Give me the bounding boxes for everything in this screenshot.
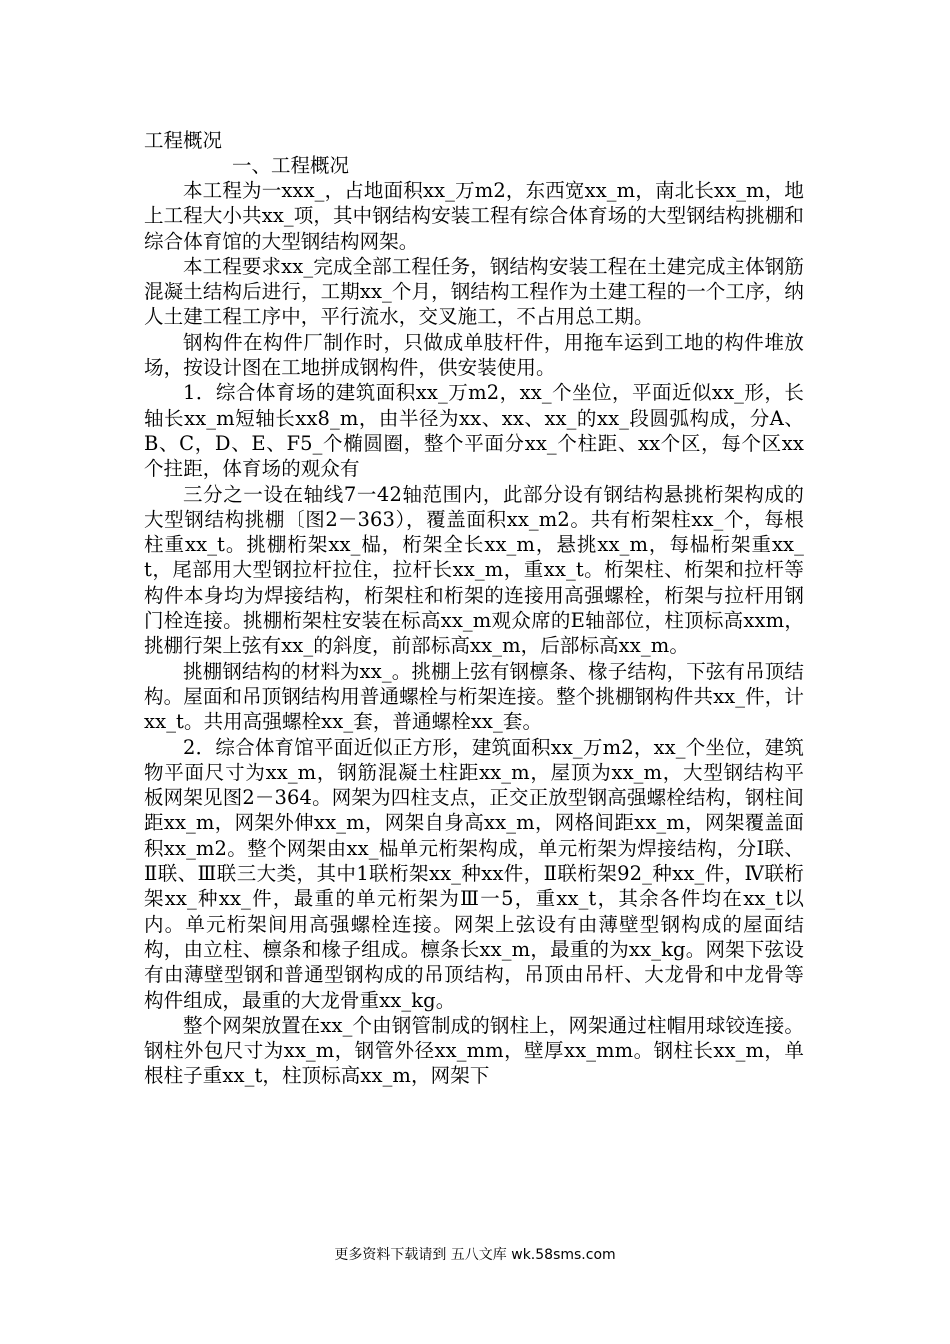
paragraph-overview: 本工程为一xxx_，占地面积xx_万m2，东西宽xx_m，南北长xx_m，地上工程大小共xx_项，其中钢结构安装工程有综合体育场的大型钢结构挑棚和综合体育馆的大型钢结构网架。 [144,179,804,253]
section-heading: 一、工程概况 [232,154,350,177]
paragraph-schedule: 本工程要求xx_完成全部工程任务，钢结构安装工程在土建完成主体钢筋混凝土结构后进行，工期xx_个月，钢结构工程作为土建工程的一个工序，纳人土建工程工序中，平行流水，交叉施工，不占用总工期。 [144,254,804,329]
paragraph-gymnasium: 2．综合体育馆平面近似正方形，建筑面积xx_万m2，xx_个坐位，建筑物平面尺寸为xx_m，钢筋混凝土柱距xx_m，屋顶为xx_m，大型钢结构平板网架见图2－364。网架为四柱支点，正交正放型钢高强螺栓结构，钢柱间距xx_m，网架外伸xx_m，网架自身高xx_m，网格间距xx_m，网架覆盖面积xx_m2。整个网架由xx_榀单元桁架构成，单元桁架为焊接结构，分Ⅰ联、Ⅱ联、Ⅲ联三大类，其中1联桁架xx_种xx件，Ⅱ联桁架92_种xx_件，Ⅳ联桁架xx_种xx_件，最重的单元桁架为Ⅲ一5，重xx_t，其余各件均在xx_t以内。单元桁架间用高强螺栓连接。网架上弦设有由薄壁型钢构成的屋面结构，由立柱、檩条和椽子组成。檩条长xx_m，最重的为xx_kg。网架下弦设有由薄壁型钢和普通型钢构成的吊顶结构，吊顶由吊杆、大龙骨和中龙骨等构件组成，最重的大龙骨重xx_kg。 [144,735,804,1012]
paragraph-canopy-materials: 挑棚钢结构的材料为xx_。挑棚上弦有钢檩条、椽子结构，下弦有吊顶结构。屋面和吊顶钢结构用普通螺栓与桁架连接。整个挑棚钢构件共xx_件，计xx_t。共用高强螺栓xx_套，普通螺栓xx_套。 [144,659,804,734]
paragraph-steel-columns: 整个网架放置在xx_个由钢管制成的钢柱上，网架通过柱帽用球铰连接。钢柱外包尺寸为xx_m，钢管外径xx_mm，壁厚xx_mm。钢柱长xx_m，单根柱子重xx_t，柱顶标高xx_m，网架下 [144,1013,804,1088]
paragraph-stadium: 1．综合体育场的建筑面积xx_万m2，xx_个坐位，平面近似xx_形，长轴长xx_m短轴长xx8_m，由半径为xx、xx、xx_的xx_段圆弧构成，分A、B、C，D、E、F5_个椭圆圈，整个平面分xx_个柱距、xx个区，每个区xx个拄距，体育场的观众有 [144,381,804,481]
paragraph-fabrication: 钢构件在构件厂制作时，只做成单肢杆件，用拖车运到工地的构件堆放场，按设计图在工地拼成钢构件，供安装使用。 [144,330,804,380]
footer-text: 更多资料下载请到 五八文库 wk.58sms.com [334,1247,616,1263]
paragraph-canopy: 三分之一设在轴线7一42轴范围内，此部分设有钢结构悬挑桁架构成的大型钢结构挑棚〔图2－363），覆盖面积xx_m2。共有桁架柱xx_个，每根柱重xx_t。挑棚桁架xx_榀，桁架全长xx_m，悬挑xx_m，每榀桁架重xx_t，尾部用大型钢拉杆拉住，拉杆长xx_m，重xx_t。桁架柱、桁架和拉杆等构件本身均为焊接结构，桁架柱和桁架的连接用高强螺栓，桁架与拉杆用钢门栓连接。挑棚桁架柱安装在标高xx_m观众席的E轴部位，柱顶标高xxm，挑棚行架上弦有xx_的斜度，前部标高xx_m，后部标高xx_m。 [144,482,804,658]
document-title: 工程概况 [144,129,223,152]
document-body [144,128,804,1089]
